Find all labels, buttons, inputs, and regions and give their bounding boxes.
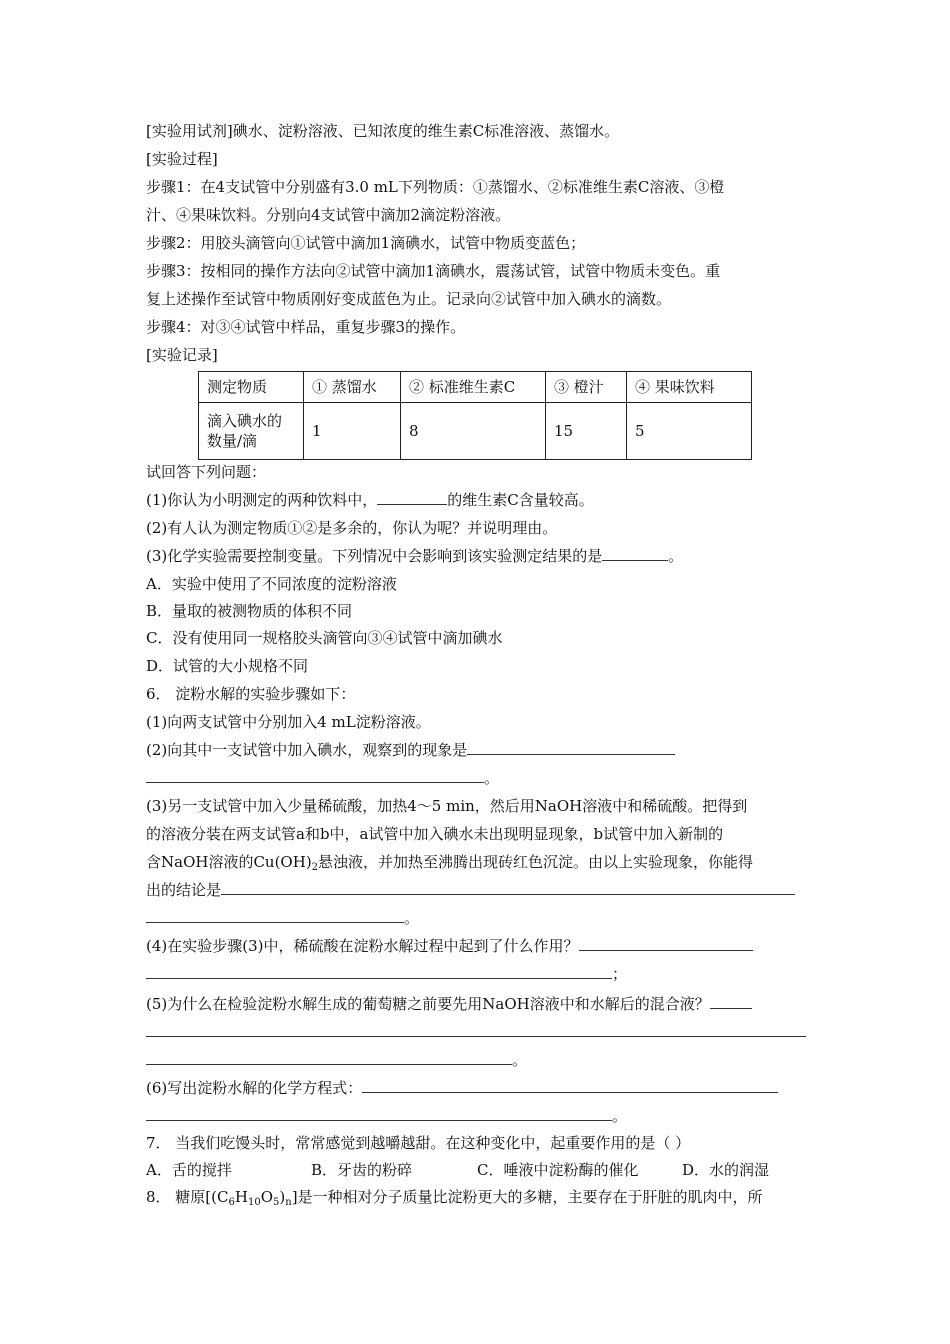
question-6-1: (1)向两支试管中分别加入4 mL淀粉溶液。: [146, 713, 431, 731]
table-header-row: [199, 372, 752, 403]
question-7: 7． 当我们吃馒头时，常常感觉到越嚼越甜。在这种变化中，起重要作用的是（ ）: [146, 1134, 691, 1152]
option-c: C．没有使用同一规格胶头滴管向③④试管中滴加碘水: [146, 629, 503, 647]
answer-blank: [377, 490, 447, 505]
answer-blank: [362, 1078, 778, 1093]
answer-blank: [146, 1022, 806, 1037]
question-7-options: [146, 1160, 769, 1180]
answer-blank: [467, 740, 675, 755]
row-label-line-1: 滴入碘水的: [207, 412, 283, 430]
option-c: C．唾液中淀粉酶的催化: [477, 1161, 639, 1179]
step1-line-b: 汁、④果味饮料。分别向4支试管中滴加2滴淀粉溶液。: [146, 206, 511, 224]
question-6-3-line-e: 。: [146, 908, 419, 928]
question-6-2-cont: 。: [146, 768, 499, 788]
table-header-cell: ① 蒸馏水: [304, 372, 401, 403]
step3-line-a: 步骤3：按相同的操作方法向②试管中滴加1滴碘水，震荡试管，试管中物质未变色。重: [146, 262, 721, 280]
table-header-cell: 测定物质: [199, 372, 304, 403]
table-row-label: [199, 403, 304, 460]
reagents-line: [实验用试剂]碘水、淀粉溶液、已知浓度的维生素C标准溶液、蒸馏水。: [146, 122, 620, 140]
question-6-4-cont: ；: [146, 964, 627, 984]
question-2: (2)有人认为测定物质①②是多余的，你认为呢？并说明理由。: [146, 519, 558, 537]
step3-line-b: 复上述操作至试管中物质刚好变成蓝色为止。记录向②试管中加入碘水的滴数。: [146, 290, 672, 308]
option-b: B．量取的被测物质的体积不同: [146, 602, 353, 620]
table-header-cell: ④ 果味饮料: [627, 372, 752, 403]
question-6-4: (4)在实验步骤(3)中，稀硫酸在淀粉水解过程中起到了什么作用？: [146, 936, 753, 956]
table-cell: 5: [627, 403, 752, 460]
question-6-5-cont-1: [146, 1022, 806, 1042]
answer-blank: [146, 964, 612, 979]
step4-line: 步骤4：对③④试管中样品，重复步骤3的操作。: [146, 318, 466, 336]
table-row: [199, 403, 752, 460]
questions-intro: 试回答下列问题：: [146, 463, 267, 481]
answer-blank: [710, 994, 752, 1009]
answer-blank: [579, 936, 753, 951]
question-1: (1)你认为小明测定的两种饮料中， 的维生素C含量较高。: [146, 491, 594, 509]
question-6-5-cont-2: 。: [146, 1050, 527, 1070]
record-table: [198, 371, 752, 460]
answer-blank: [221, 880, 795, 895]
question-6-5: (5)为什么在检验淀粉水解生成的葡萄糖之前要先用NaOH溶液中和水解后的混合液？: [146, 994, 752, 1014]
table-header-cell: ② 标准维生素C: [401, 372, 546, 403]
question-6-2: (2)向其中一支试管中加入碘水，观察到的现象是: [146, 740, 675, 760]
option-a: A．实验中使用了不同浓度的淀粉溶液: [146, 575, 397, 593]
answer-blank: [146, 1106, 612, 1121]
step2-line: 步骤2：用胶头滴管向①试管中滴加1滴碘水，试管中物质变蓝色；: [146, 234, 586, 252]
answer-blank: [602, 546, 668, 561]
option-d: D．试管的大小规格不同: [146, 657, 309, 675]
table-cell: 8: [401, 403, 546, 460]
question-6-title: 6． 淀粉水解的实验步骤如下：: [146, 685, 356, 703]
question-6-3-line-c: 含NaOH溶液的$Cu(OH)_2$悬浊液，并加热至沸腾出现砖红色沉淀。由以上实验现象，你能得: [146, 853, 754, 873]
question-3: (3)化学实验需要控制变量。下列情况中会影响到该实验测定结果的是 。: [146, 547, 684, 565]
step1-line-a: 步骤1：在4支试管中分别盛有3.0 mL下列物质：①蒸馏水、②标准维生素C溶液、③橙: [146, 178, 725, 196]
question-6-3-line-b: 的溶液分装在两支试管a和b中，a试管中加入碘水未出现明显现象，b试管中加入新制的: [146, 825, 724, 843]
question-6-3-line-d: 出的结论是: [146, 880, 795, 900]
answer-blank: [146, 908, 404, 923]
option-d: D．水的润湿: [682, 1161, 770, 1179]
answer-blank: [146, 1050, 512, 1065]
table-cell: 15: [546, 403, 627, 460]
answer-blank: [146, 768, 484, 783]
record-heading: [实验记录]: [146, 346, 218, 364]
table-cell: 1: [304, 403, 401, 460]
option-a: A．舌的搅拌: [146, 1161, 232, 1179]
row-label-line-2: 数量/滴: [207, 432, 258, 450]
question-6-6-cont: 。: [146, 1106, 627, 1126]
process-heading: [实验过程]: [146, 150, 218, 168]
question-6-3-line-a: (3)另一支试管中加入少量稀硫酸，加热4～5 min，然后用NaOH溶液中和稀硫酸。把得到: [146, 797, 748, 815]
table-header-cell: ③ 橙汁: [546, 372, 627, 403]
question-6-6: (6)写出淀粉水解的化学方程式：: [146, 1078, 778, 1098]
question-8: 8． 糖原$[(C_6H_{10}O_5)_n]$是一种相对分子质量比淀粉更大的多糖，主要存在于肝脏的肌肉中，所: [146, 1188, 763, 1208]
option-b: B．牙齿的粉碎: [311, 1161, 413, 1179]
